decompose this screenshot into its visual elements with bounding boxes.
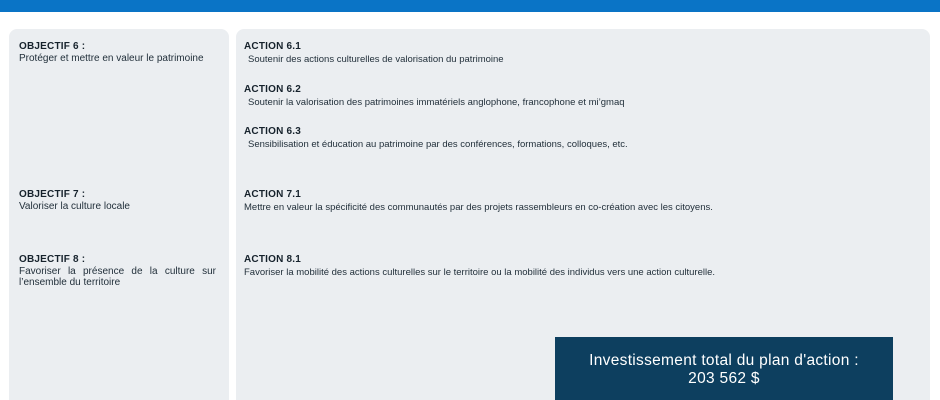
objective-title: OBJECTIF 8 : — [19, 254, 86, 265]
objective-7 — [19, 189, 216, 212]
action-6-3 — [244, 126, 924, 151]
investment-amount: 203 562 $ — [688, 370, 760, 387]
action-title: ACTION 6.2 — [244, 84, 302, 95]
action-text: Favoriser la mobilité des actions culturelles sur le territoire ou la mobilité des individus vers une action culturelle. — [244, 267, 715, 278]
objective-text: Protéger et mettre en valeur le patrimoine — [19, 53, 204, 64]
objective-6 — [19, 41, 216, 64]
action-8-1 — [244, 254, 924, 279]
action-text: Soutenir des actions culturelles de valorisation du patrimoine — [248, 54, 504, 65]
objectives-panel — [9, 29, 229, 400]
action-title: ACTION 6.3 — [244, 126, 302, 137]
action-title: ACTION 7.1 — [244, 189, 302, 200]
action-6-1 — [244, 41, 924, 66]
objective-title: OBJECTIF 6 : — [19, 41, 86, 52]
objective-8 — [19, 254, 216, 288]
action-6-2 — [244, 84, 924, 109]
action-title: ACTION 6.1 — [244, 41, 302, 52]
investment-total-box — [555, 337, 893, 400]
action-7-1 — [244, 189, 924, 214]
objective-text: Valoriser la culture locale — [19, 201, 130, 212]
action-text: Soutenir la valorisation des patrimoines immatériels anglophone, francophone et mi’gmaq — [248, 97, 625, 108]
header-bar — [0, 0, 940, 12]
objective-title: OBJECTIF 7 : — [19, 189, 86, 200]
action-title: ACTION 8.1 — [244, 254, 302, 265]
investment-label: Investissement total du plan d'action : — [589, 352, 859, 369]
action-text: Mettre en valeur la spécificité des communautés par des projets rassembleurs en co-création avec les citoyens. — [244, 202, 713, 213]
objective-text: Favoriser la présence de la culture sur l’ensemble du territoire — [19, 266, 216, 288]
action-text: Sensibilisation et éducation au patrimoine par des conférences, formations, colloques, etc. — [248, 139, 628, 150]
